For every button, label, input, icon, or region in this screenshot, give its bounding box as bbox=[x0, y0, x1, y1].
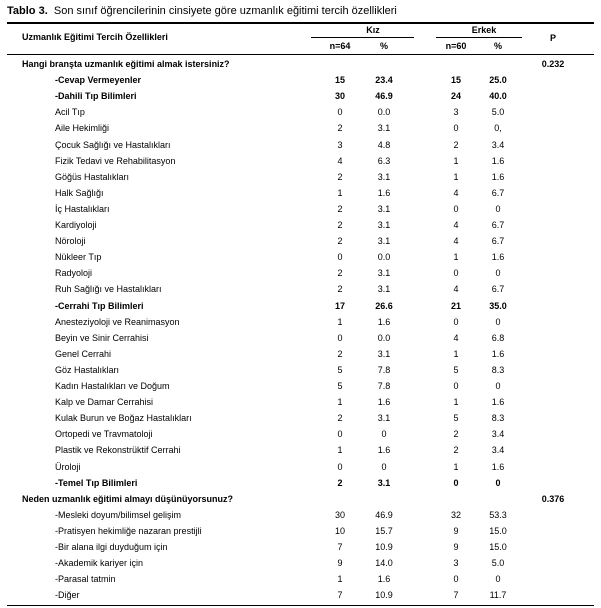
cell-mp: 11.7 bbox=[489, 590, 507, 600]
cell-fn: 9 bbox=[337, 558, 343, 568]
cell-mp: 1.6 bbox=[491, 462, 505, 472]
cell-mn: 4 bbox=[453, 284, 459, 294]
cell-mp: 15.0 bbox=[489, 526, 507, 536]
row-label: Ortopedi ve Travmatoloji bbox=[55, 429, 153, 439]
cell-fn: 7 bbox=[337, 590, 343, 600]
cell-mp: 6.7 bbox=[491, 220, 505, 230]
top-rule bbox=[7, 22, 594, 24]
cell-fp: 6.3 bbox=[377, 156, 391, 166]
cell-fn: 1 bbox=[337, 397, 343, 407]
cell-fp: 7.8 bbox=[377, 381, 391, 391]
row-label: -Bir alana ilgi duyduğum için bbox=[55, 542, 168, 552]
row-label: -Diğer bbox=[55, 590, 80, 600]
row-label: Göğüs Hastalıkları bbox=[55, 172, 130, 182]
cell-fn: 1 bbox=[337, 574, 343, 584]
cell-fp: 1.6 bbox=[377, 445, 391, 455]
cell-fp: 46.9 bbox=[375, 91, 393, 101]
cell-mp: 6.7 bbox=[491, 284, 505, 294]
cell-fp: 1.6 bbox=[377, 574, 391, 584]
cell-fp: 26.6 bbox=[375, 301, 393, 311]
cell-mn: 1 bbox=[453, 156, 459, 166]
cell-mp: 8.3 bbox=[491, 413, 505, 423]
cell-mp: 1.6 bbox=[491, 397, 505, 407]
cell-mn: 32 bbox=[450, 510, 462, 520]
cell-mn: 0 bbox=[453, 268, 459, 278]
row-label: Kalp ve Damar Cerrahisi bbox=[55, 397, 154, 407]
cell-fp: 3.1 bbox=[377, 284, 391, 294]
row-label: Genel Cerrahi bbox=[55, 349, 112, 359]
cell-fp: 3.1 bbox=[377, 413, 391, 423]
cell-fn: 2 bbox=[337, 236, 343, 246]
cell-fp: 0 bbox=[381, 429, 387, 439]
row-label: -Akademik kariyer için bbox=[55, 558, 144, 568]
cell-mn: 24 bbox=[450, 91, 462, 101]
cell-mn: 1 bbox=[453, 349, 459, 359]
male-group-rule bbox=[436, 37, 522, 38]
cell-mn: 2 bbox=[453, 429, 459, 439]
row-label: Kulak Burun ve Boğaz Hastalıkları bbox=[55, 413, 192, 423]
cell-mp: 25.0 bbox=[489, 75, 507, 85]
cell-mp: 40.0 bbox=[489, 91, 507, 101]
cell-fn: 2 bbox=[337, 220, 343, 230]
cell-fp: 4.8 bbox=[377, 140, 391, 150]
cell-mp: 0 bbox=[495, 204, 501, 214]
cell-fp: 0.0 bbox=[377, 252, 391, 262]
cell-mn: 5 bbox=[453, 365, 459, 375]
row-label: -Dahili Tıp Bilimleri bbox=[55, 91, 137, 101]
header-bottom-rule bbox=[7, 54, 594, 55]
cell-mp: 3.4 bbox=[491, 140, 505, 150]
row-label: Halk Sağlığı bbox=[55, 188, 104, 198]
header-female-pct: % bbox=[379, 41, 389, 51]
row-label: Beyin ve Sinir Cerrahisi bbox=[55, 333, 149, 343]
cell-mn: 4 bbox=[453, 188, 459, 198]
cell-fp: 1.6 bbox=[377, 188, 391, 198]
header-male-pct: % bbox=[493, 41, 503, 51]
cell-mp: 6.7 bbox=[491, 236, 505, 246]
table-caption-text: Son sınıf öğrencilerinin cinsiyete göre uzmanlık eğitimi tercih özellikleri bbox=[53, 5, 397, 17]
cell-p: 0.376 bbox=[541, 494, 565, 504]
cell-fn: 2 bbox=[337, 123, 343, 133]
cell-mn: 7 bbox=[453, 590, 459, 600]
cell-mn: 4 bbox=[453, 236, 459, 246]
cell-mp: 6.8 bbox=[491, 333, 505, 343]
cell-fp: 3.1 bbox=[377, 268, 391, 278]
cell-mp: 6.7 bbox=[491, 188, 505, 198]
row-label: Fizik Tedavi ve Rehabilitasyon bbox=[55, 156, 176, 166]
cell-fn: 10 bbox=[334, 526, 346, 536]
cell-fp: 10.9 bbox=[375, 590, 393, 600]
cell-fn: 0 bbox=[337, 252, 343, 262]
row-label: Anesteziyoloji ve Reanimasyon bbox=[55, 317, 180, 327]
cell-mp: 5.0 bbox=[491, 558, 505, 568]
cell-mn: 1 bbox=[453, 252, 459, 262]
cell-mp: 0 bbox=[495, 317, 501, 327]
cell-mp: 8.3 bbox=[491, 365, 505, 375]
cell-fn: 2 bbox=[337, 413, 343, 423]
cell-mn: 1 bbox=[453, 172, 459, 182]
female-group-rule bbox=[311, 37, 414, 38]
cell-mn: 9 bbox=[453, 542, 459, 552]
cell-fn: 2 bbox=[337, 284, 343, 294]
cell-fn: 3 bbox=[337, 140, 343, 150]
cell-fp: 3.1 bbox=[377, 204, 391, 214]
cell-mp: 1.6 bbox=[491, 252, 505, 262]
row-label: -Cevap Vermeyenler bbox=[55, 75, 142, 85]
cell-mn: 15 bbox=[450, 75, 462, 85]
header-female: Kız bbox=[366, 25, 380, 35]
row-label: Çocuk Sağlığı ve Hastalıkları bbox=[55, 140, 171, 150]
cell-mn: 2 bbox=[453, 445, 459, 455]
cell-fp: 0.0 bbox=[377, 107, 391, 117]
row-label: Plastik ve Rekonstrüktif Cerrahi bbox=[55, 445, 181, 455]
cell-mp: 3.4 bbox=[491, 429, 505, 439]
cell-mn: 9 bbox=[453, 526, 459, 536]
row-label: -Mesleki doyum/bilimsel gelişim bbox=[55, 510, 182, 520]
cell-mn: 21 bbox=[450, 301, 462, 311]
cell-mn: 3 bbox=[453, 107, 459, 117]
cell-mn: 5 bbox=[453, 413, 459, 423]
row-label: Göz Hastalıkları bbox=[55, 365, 120, 375]
cell-mp: 0, bbox=[494, 123, 502, 133]
cell-fn: 1 bbox=[337, 188, 343, 198]
cell-fn: 0 bbox=[337, 107, 343, 117]
cell-mn: 4 bbox=[453, 220, 459, 230]
cell-fp: 3.1 bbox=[377, 172, 391, 182]
cell-mn: 2 bbox=[453, 140, 459, 150]
cell-fp: 15.7 bbox=[375, 526, 393, 536]
cell-mn: 0 bbox=[453, 317, 459, 327]
cell-fp: 46.9 bbox=[375, 510, 393, 520]
cell-fn: 15 bbox=[334, 75, 346, 85]
cell-fn: 2 bbox=[337, 204, 343, 214]
question-label: Hangi branşta uzmanlık eğitimi almak istersiniz? bbox=[22, 59, 230, 69]
cell-fn: 30 bbox=[334, 510, 346, 520]
cell-fp: 10.9 bbox=[375, 542, 393, 552]
question-label: Neden uzmanlık eğitimi almayı düşünüyorsunuz? bbox=[22, 494, 234, 504]
cell-fn: 7 bbox=[337, 542, 343, 552]
cell-mp: 5.0 bbox=[491, 107, 505, 117]
cell-mp: 3.4 bbox=[491, 445, 505, 455]
cell-mp: 0 bbox=[495, 574, 501, 584]
cell-mn: 0 bbox=[453, 123, 459, 133]
cell-fp: 3.1 bbox=[377, 236, 391, 246]
cell-mp: 0 bbox=[495, 478, 501, 488]
cell-mp: 15.0 bbox=[489, 542, 507, 552]
cell-mp: 0 bbox=[495, 268, 501, 278]
cell-mp: 53.3 bbox=[489, 510, 507, 520]
cell-p: 0.232 bbox=[541, 59, 565, 69]
row-label: Üroloji bbox=[55, 462, 81, 472]
cell-fp: 0.0 bbox=[377, 333, 391, 343]
header-feature: Uzmanlık Eğitimi Tercih Özellikleri bbox=[22, 32, 168, 42]
cell-fp: 7.8 bbox=[377, 365, 391, 375]
cell-fp: 1.6 bbox=[377, 397, 391, 407]
cell-mn: 0 bbox=[453, 478, 459, 488]
cell-fn: 1 bbox=[337, 317, 343, 327]
table-caption-label: Tablo 3. bbox=[7, 5, 48, 17]
cell-mp: 1.6 bbox=[491, 172, 505, 182]
cell-fn: 2 bbox=[337, 349, 343, 359]
header-female-n: n=64 bbox=[329, 41, 351, 51]
cell-fn: 0 bbox=[337, 429, 343, 439]
cell-fn: 2 bbox=[337, 268, 343, 278]
cell-fn: 0 bbox=[337, 462, 343, 472]
cell-fn: 17 bbox=[334, 301, 346, 311]
row-label: Kadın Hastalıkları ve Doğum bbox=[55, 381, 170, 391]
cell-fn: 1 bbox=[337, 445, 343, 455]
cell-fp: 3.1 bbox=[377, 478, 391, 488]
bottom-rule bbox=[7, 605, 594, 606]
cell-mp: 1.6 bbox=[491, 156, 505, 166]
row-label: -Parasal tatmin bbox=[55, 574, 116, 584]
header-p: P bbox=[549, 33, 557, 43]
cell-mn: 0 bbox=[453, 381, 459, 391]
cell-fn: 30 bbox=[334, 91, 346, 101]
row-label: Ruh Sağlığı ve Hastalıkları bbox=[55, 284, 162, 294]
cell-fp: 0 bbox=[381, 462, 387, 472]
row-label: Acil Tıp bbox=[55, 107, 85, 117]
cell-fn: 2 bbox=[337, 478, 343, 488]
cell-fp: 3.1 bbox=[377, 123, 391, 133]
header-male: Erkek bbox=[471, 25, 497, 35]
header-male-n: n=60 bbox=[445, 41, 467, 51]
cell-mp: 0 bbox=[495, 381, 501, 391]
cell-mp: 35.0 bbox=[489, 301, 507, 311]
row-label: Aile Hekimliği bbox=[55, 123, 110, 133]
row-label: -Pratisyen hekimliğe nazaran prestijli bbox=[55, 526, 202, 536]
cell-mn: 0 bbox=[453, 574, 459, 584]
cell-mn: 1 bbox=[453, 397, 459, 407]
cell-fn: 2 bbox=[337, 172, 343, 182]
cell-mn: 3 bbox=[453, 558, 459, 568]
cell-mn: 0 bbox=[453, 204, 459, 214]
cell-fn: 0 bbox=[337, 333, 343, 343]
cell-mn: 1 bbox=[453, 462, 459, 472]
cell-mn: 4 bbox=[453, 333, 459, 343]
row-label: Nöroloji bbox=[55, 236, 86, 246]
table-caption bbox=[7, 5, 397, 17]
row-label: Nükleer Tıp bbox=[55, 252, 102, 262]
row-label: -Cerrahi Tıp Bilimleri bbox=[55, 301, 144, 311]
cell-fn: 5 bbox=[337, 381, 343, 391]
cell-fp: 3.1 bbox=[377, 349, 391, 359]
cell-fp: 14.0 bbox=[375, 558, 393, 568]
row-label: Kardiyoloji bbox=[55, 220, 97, 230]
row-label: -Temel Tıp Bilimleri bbox=[55, 478, 138, 488]
row-label: Radyoloji bbox=[55, 268, 93, 278]
cell-fp: 23.4 bbox=[375, 75, 393, 85]
cell-fn: 4 bbox=[337, 156, 343, 166]
row-label: İç Hastalıkları bbox=[55, 204, 110, 214]
cell-mp: 1.6 bbox=[491, 349, 505, 359]
cell-fp: 1.6 bbox=[377, 317, 391, 327]
cell-fn: 5 bbox=[337, 365, 343, 375]
cell-fp: 3.1 bbox=[377, 220, 391, 230]
